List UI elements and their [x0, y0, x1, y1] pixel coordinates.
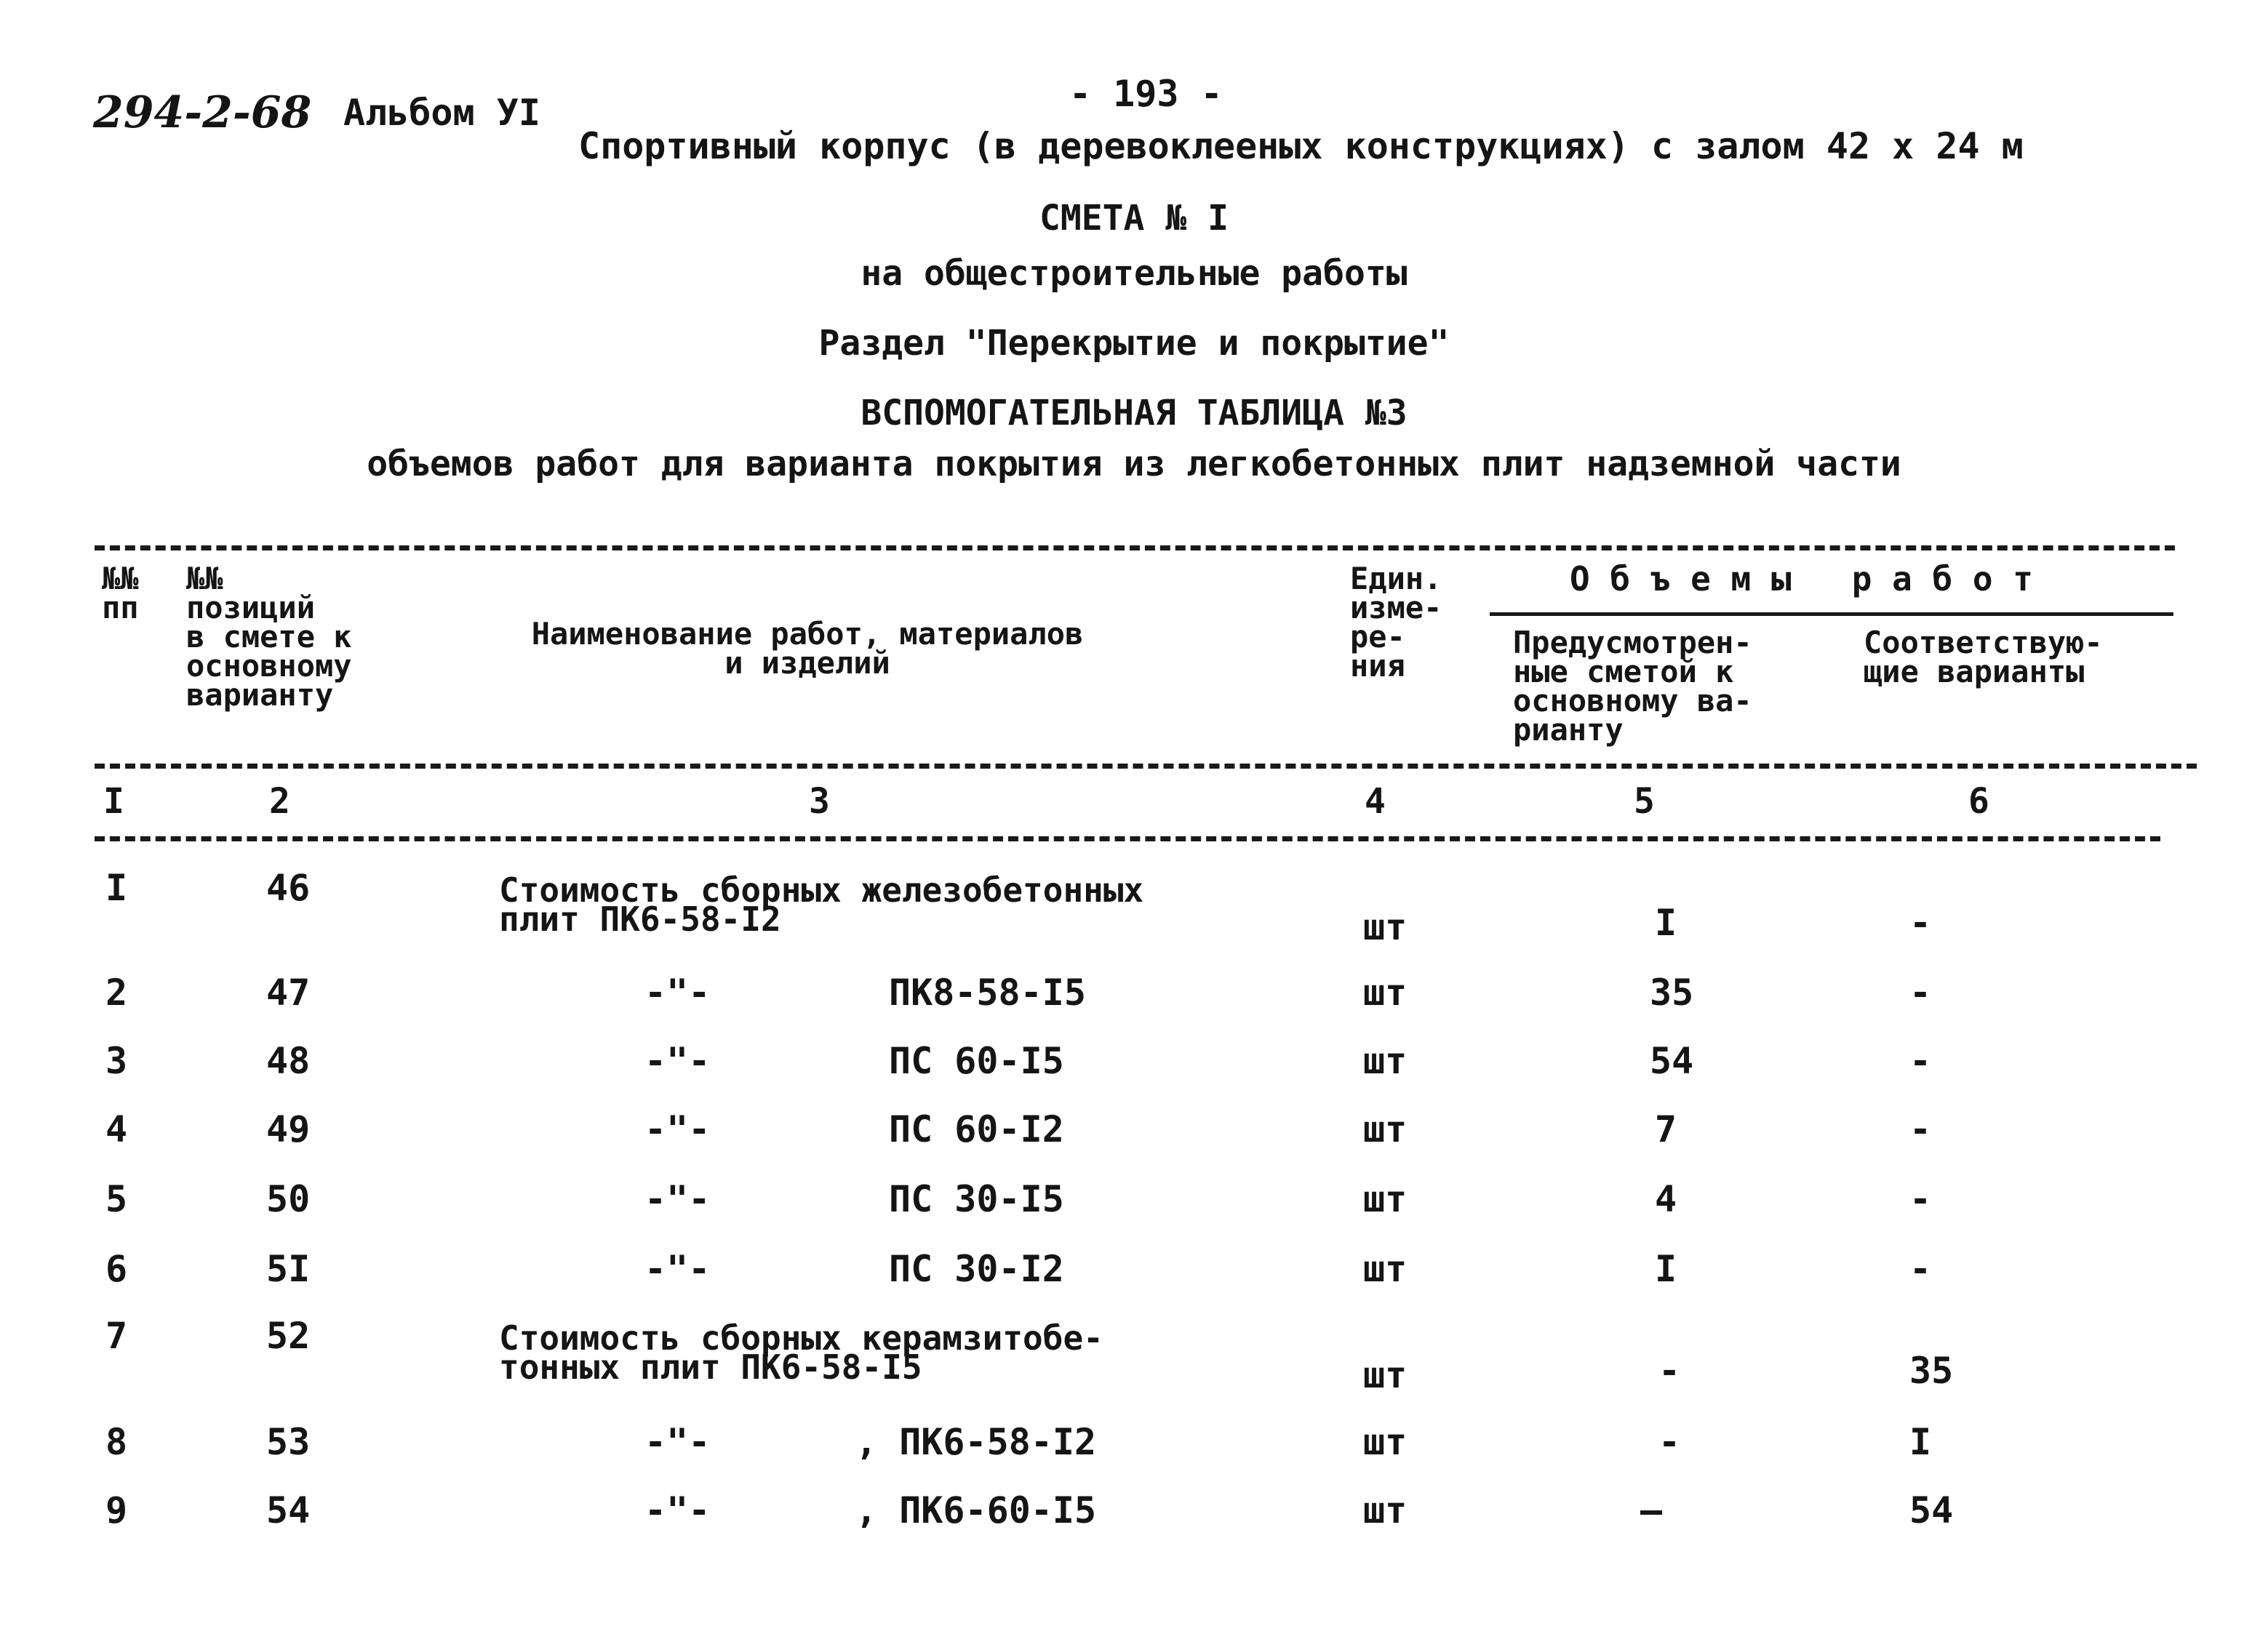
- row-7-description: Стоимость сборных керамзитобе- тонных плит ПК6-58-I5: [499, 1318, 1103, 1387]
- row-8-item: , ПК6-58-I2: [855, 1421, 1097, 1463]
- album-label: Альбом УI: [343, 92, 540, 134]
- row-7-unit: шт: [1363, 1354, 1407, 1396]
- row-8-position: 53: [266, 1421, 311, 1463]
- header-position: №№ позиций в смете к основному варианту: [186, 561, 352, 713]
- row-5-number: 5: [105, 1178, 128, 1220]
- row-4-main-volume: 7: [1655, 1108, 1677, 1150]
- row-2-unit: шт: [1363, 972, 1407, 1014]
- row-4-position: 49: [266, 1108, 311, 1150]
- column-numbers-rule: [95, 836, 2160, 841]
- row-5-main-volume: 4: [1655, 1178, 1677, 1220]
- row-1-position: 46: [266, 867, 311, 909]
- row-6-unit: шт: [1363, 1248, 1407, 1290]
- row-9-main-volume: —: [1640, 1489, 1663, 1531]
- row-1-alt-volume: -: [1909, 902, 1932, 944]
- table-subtitle: объемов работ для варианта покрытия из легкобетонных плит надземной части: [367, 444, 1901, 484]
- section-title: Раздел "Перекрытие и покрытие": [818, 323, 1450, 364]
- row-2-alt-volume: -: [1909, 972, 1932, 1014]
- header-bottom-rule: [95, 764, 2197, 769]
- row-1-main-volume: I: [1655, 902, 1677, 944]
- row-3-item: ПС 60-I5: [889, 1040, 1064, 1082]
- row-8-ditto: -"-: [644, 1421, 711, 1463]
- row-5-item: ПС 30-I5: [889, 1178, 1064, 1220]
- row-5-ditto: -"-: [644, 1178, 711, 1220]
- page-number: - 193 -: [1069, 73, 1223, 115]
- row-5-unit: шт: [1363, 1178, 1407, 1220]
- row-2-item: ПК8-58-I5: [889, 972, 1086, 1014]
- handwritten-code: 294-2-68: [93, 87, 312, 138]
- row-9-ditto: -"-: [644, 1489, 711, 1531]
- row-7-alt-volume: 35: [1909, 1350, 1954, 1392]
- header-main-variant: Предусмотрен- ные сметой к основному ва- рианту: [1513, 625, 1752, 748]
- header-unit: Един. изме- ре- ния: [1350, 561, 1442, 684]
- row-6-item: ПС 30-I2: [889, 1248, 1064, 1290]
- row-4-unit: шт: [1363, 1108, 1407, 1150]
- row-7-position: 52: [266, 1315, 311, 1357]
- row-6-alt-volume: -: [1909, 1248, 1932, 1290]
- project-title: Спортивный корпус (в деревоклееных конструкциях) с залом 42 х 24 м: [578, 125, 2024, 167]
- row-4-number: 4: [105, 1108, 128, 1150]
- header-volumes: О б ъ е м ы р а б о т: [1570, 559, 2033, 598]
- row-9-position: 54: [266, 1489, 311, 1531]
- row-8-alt-volume: I: [1909, 1421, 1932, 1463]
- row-6-position: 5I: [266, 1248, 311, 1290]
- header-work-name: Наименование работ, материалов и изделий: [531, 616, 1084, 681]
- header-alt-variants: Соответствую- щие варианты: [1864, 625, 2103, 689]
- column-number-6: 6: [1968, 781, 1989, 822]
- column-number-1: I: [103, 781, 124, 822]
- row-3-number: 3: [105, 1040, 128, 1082]
- row-4-alt-volume: -: [1909, 1108, 1932, 1150]
- row-2-main-volume: 35: [1650, 972, 1694, 1014]
- row-4-item: ПС 60-I2: [889, 1108, 1064, 1150]
- column-number-2: 2: [269, 781, 290, 822]
- row-8-main-volume: -: [1658, 1421, 1681, 1463]
- row-3-ditto: -"-: [644, 1040, 711, 1082]
- table-top-rule: [95, 545, 2175, 550]
- column-number-5: 5: [1634, 781, 1655, 822]
- row-6-ditto: -"-: [644, 1248, 711, 1290]
- row-9-item: , ПК6-60-I5: [855, 1489, 1097, 1531]
- row-4-ditto: -"-: [644, 1108, 711, 1150]
- row-7-main-volume: -: [1658, 1350, 1681, 1392]
- row-2-ditto: -"-: [644, 972, 711, 1014]
- row-2-position: 47: [266, 972, 311, 1014]
- estimate-subtitle: на общестроительные работы: [861, 253, 1407, 294]
- row-5-alt-volume: -: [1909, 1178, 1932, 1220]
- row-3-main-volume: 54: [1650, 1040, 1694, 1082]
- header-row-number: №№ пп: [102, 561, 139, 625]
- row-3-alt-volume: -: [1909, 1040, 1932, 1082]
- volumes-rule: [1490, 612, 2173, 616]
- row-8-number: 8: [105, 1421, 128, 1463]
- row-6-number: 6: [105, 1248, 128, 1290]
- table-title: ВСПОМОГАТЕЛЬНАЯ ТАБЛИЦА №3: [861, 393, 1407, 433]
- row-5-position: 50: [266, 1178, 311, 1220]
- row-9-alt-volume: 54: [1909, 1489, 1954, 1531]
- row-8-unit: шт: [1363, 1421, 1407, 1463]
- row-9-number: 9: [105, 1489, 128, 1531]
- row-2-number: 2: [105, 972, 128, 1014]
- row-1-number: I: [105, 867, 128, 909]
- row-1-description: Стоимость сборных железобетонных плит ПК6-58-I2: [499, 870, 1144, 939]
- row-1-unit: шт: [1363, 906, 1407, 948]
- row-7-number: 7: [105, 1315, 128, 1357]
- column-number-4: 4: [1365, 781, 1386, 822]
- estimate-title: СМЕТА № I: [1039, 198, 1229, 239]
- column-number-3: 3: [809, 781, 830, 822]
- row-6-main-volume: I: [1655, 1248, 1677, 1290]
- row-3-position: 48: [266, 1040, 311, 1082]
- row-9-unit: шт: [1363, 1489, 1407, 1531]
- row-3-unit: шт: [1363, 1040, 1407, 1082]
